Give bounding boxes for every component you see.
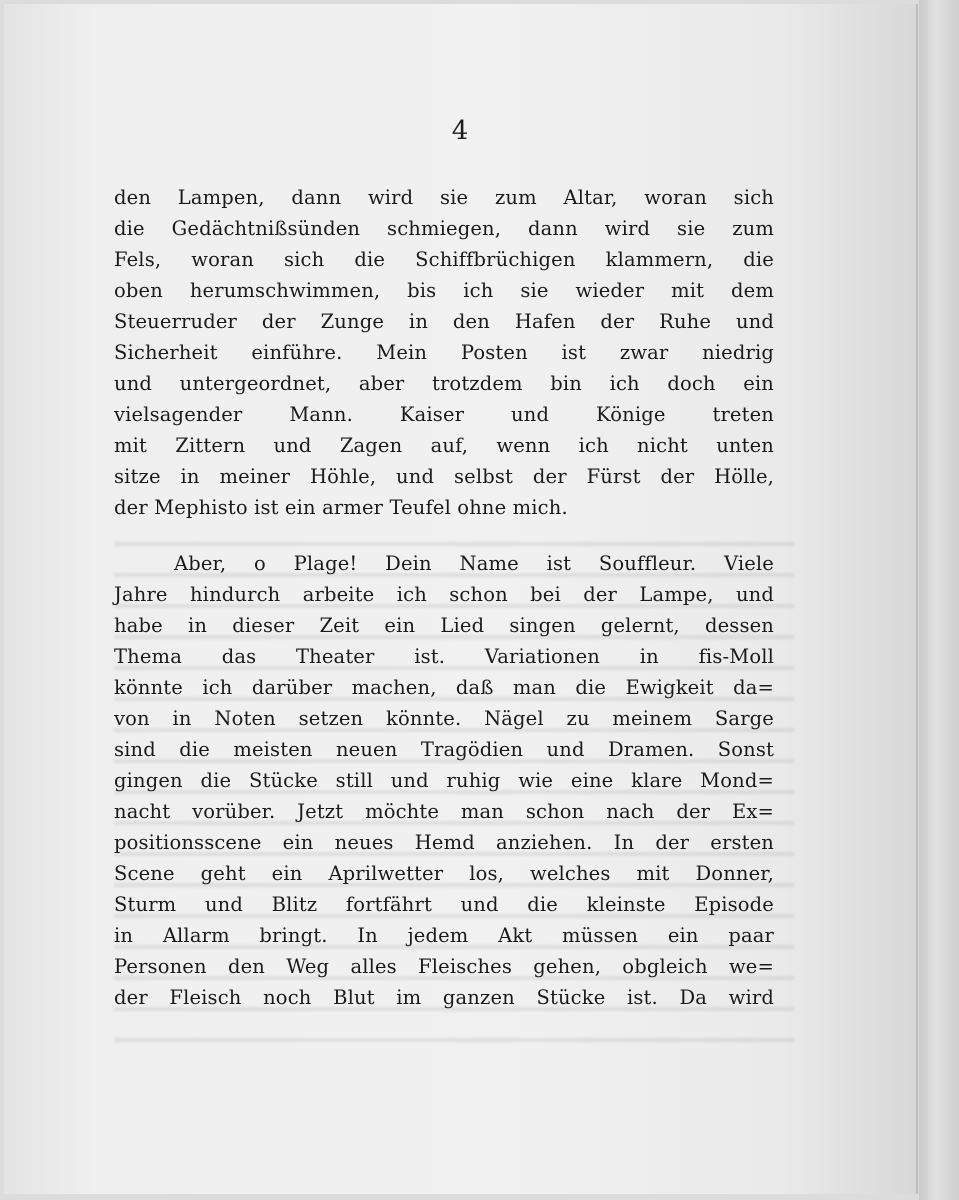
text-line: der Mephisto ist ein armer Teufel ohne mich. [114,496,568,519]
text-line: könnte ich darüber machen, daß man die Ewigkeit da= [114,676,774,699]
text-line: den Lampen, dann wird sie zum Altar, woran sich [114,186,774,209]
text-line: sind die meisten neuen Tragödien und Dramen. Sonst [114,738,774,761]
text-line: Steuerruder der Zunge in den Hafen der Ruhe und [114,310,774,333]
text-line: habe in dieser Zeit ein Lied singen gelernt, dessen [114,614,774,637]
text-line: von in Noten setzen könnte. Nägel zu meinem Sarge [114,707,774,730]
text-line: in Allarm bringt. In jedem Akt müssen ein paar [114,924,774,947]
paragraph-2 [114,548,774,1013]
text-line: sitze in meiner Höhle, und selbst der Fürst der Hölle, [114,465,774,488]
text-line: nacht vorüber. Jetzt möchte man schon nach der Ex= [114,800,774,823]
text-line: vielsagender Mann. Kaiser und Könige treten [114,403,774,426]
text-line: und untergeordnet, aber trotzdem bin ich doch ein [114,372,774,395]
page-number: 4 [451,116,469,146]
book-page-edge [919,0,959,1200]
text-line: gingen die Stücke still und ruhig wie eine klare Mond= [114,769,774,792]
text-line: Thema das Theater ist. Variationen in fis-Moll [114,645,774,668]
text-line: Sturm und Blitz fortfährt und die kleinste Episode [114,893,774,916]
text-line: positionsscene ein neues Hemd anziehen. In der ersten [114,831,774,854]
text-line: mit Zittern und Zagen auf, wenn ich nicht unten [114,434,774,457]
book-page [4,4,918,1194]
text-line: oben herumschwimmen, bis ich sie wieder mit dem [114,279,774,302]
text-line: Jahre hindurch arbeite ich schon bei der Lampe, und [114,583,774,606]
text-line: Personen den Weg alles Fleisches gehen, obgleich we= [114,955,774,978]
text-line: Aber, o Plage! Dein Name ist Souffleur. Viele [174,552,774,575]
paragraph-1 [114,182,774,523]
text-line: die Gedächtnißsünden schmiegen, dann wird sie zum [114,217,774,240]
text-line: Scene geht ein Aprilwetter los, welches mit Donner, [114,862,774,885]
text-line: der Fleisch noch Blut im ganzen Stücke ist. Da wird [114,986,774,1009]
text-line: Fels, woran sich die Schiffbrüchigen klammern, die [114,248,774,271]
text-line: Sicherheit einführe. Mein Posten ist zwar niedrig [114,341,774,364]
